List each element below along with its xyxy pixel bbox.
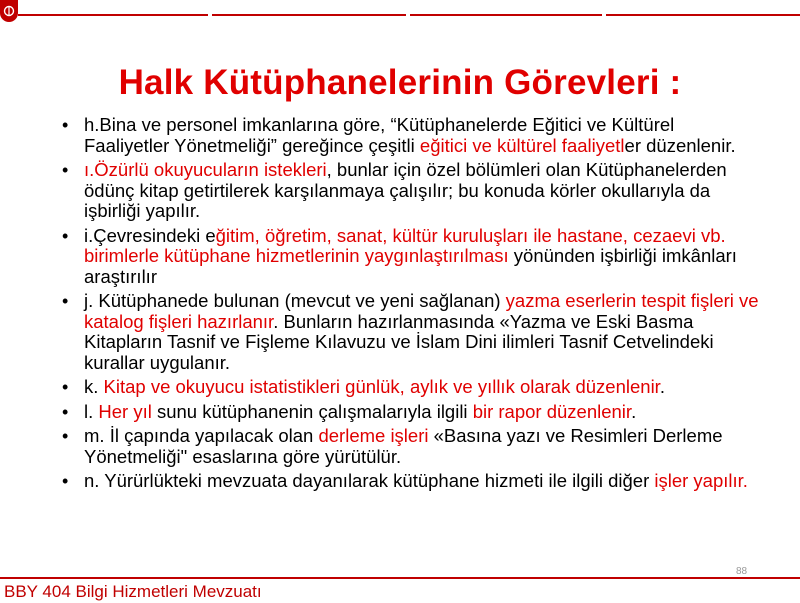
highlight-text: eğitici ve kültürel faaliyetl — [419, 134, 625, 156]
body-text: h.Bina ve personel imkanlarına göre, “Kütüphanelerde Eğitici ve Kültürel Faaliyetler Yönetmeliği” gereğince çeşitli — [84, 114, 675, 156]
top-divider — [606, 14, 800, 16]
list-item — [60, 471, 760, 492]
body-text: j. Kütüphanede bulunan (mevcut ve yeni sağlanan) — [84, 290, 506, 311]
highlight-text: bir rapor düzenlenir — [472, 400, 632, 422]
list-item — [60, 426, 760, 467]
body-text: . — [659, 376, 665, 397]
page-number: 88 — [736, 566, 748, 577]
list-item — [60, 291, 760, 373]
body-text: i.Çevresindeki e — [84, 224, 216, 246]
top-divider — [18, 14, 208, 16]
body-text: «Basına yazı ve Resimleri Derleme Yönetmeliği" esaslarına göre yürütülür. — [84, 425, 723, 467]
highlight-text: işler yapılır. — [654, 470, 748, 491]
body-text: er düzenlenir. — [624, 134, 736, 156]
highlight-text: Her yıl — [98, 400, 152, 422]
list-item — [60, 377, 760, 398]
highlight-text: yazma eserlerin tespit fişleri ve katalog fişleri hazırlanır — [84, 290, 759, 332]
hacettepe-logo-icon — [0, 0, 18, 22]
bullet-list — [60, 115, 760, 496]
footer-course-title: BBY 404 Bilgi Hizmetleri Mevzuatı — [4, 582, 262, 601]
list-item — [60, 115, 760, 156]
highlight-text: ı.Özürlü okuyucuların istekleri — [84, 159, 327, 180]
highlight-text: Kitap ve okuyucu istatistikleri günlük, aylık ve yıllık olarak düzenlenir — [103, 376, 660, 397]
body-text: sunu kütüphanenin çalışmalarıyla ilgili — [151, 400, 473, 422]
highlight-text: derleme işleri — [318, 425, 429, 446]
top-divider — [410, 14, 602, 16]
list-item — [60, 402, 760, 423]
list-item — [60, 160, 760, 222]
slide-title: Halk Kütüphanelerinin Görevleri : — [118, 63, 682, 102]
body-text: k. — [84, 376, 104, 397]
body-text: . Bunların hazırlanmasında «Yazma ve Eski Basma Kitapların Tasnif ve Fişleme Kılavuzu ve İslam Dini ilimleri Tasnif Cetvelindeki kurallar uygulanır. — [84, 310, 714, 373]
body-text: n. Yürürlükteki mevzuata dayanılarak kütüphane hizmeti ile ilgili diğer — [84, 470, 655, 491]
highlight-text: ğitim, öğretim, sanat, kültür kuruluşları ile hastane, cezaevi vb. birimlerle kütüphane hizmetlerinin yaygınlaştırılması — [84, 224, 726, 266]
body-text: m. İl çapında yapılacak olan — [84, 425, 319, 446]
body-text: , bunlar için özel bölümleri olan Kütüphanelerden ödünç kitap getirtilerek karşılanmaya çalışılır; bu konuda körler okullarıyla da işbirliği yapılır. — [84, 159, 727, 221]
body-text: l. — [84, 400, 99, 422]
body-text: yönünden işbirliği imkânları araştırılır — [84, 245, 737, 287]
body-text: . — [631, 400, 637, 422]
top-divider — [212, 14, 406, 16]
list-item — [60, 226, 760, 288]
footer-divider — [0, 577, 800, 579]
